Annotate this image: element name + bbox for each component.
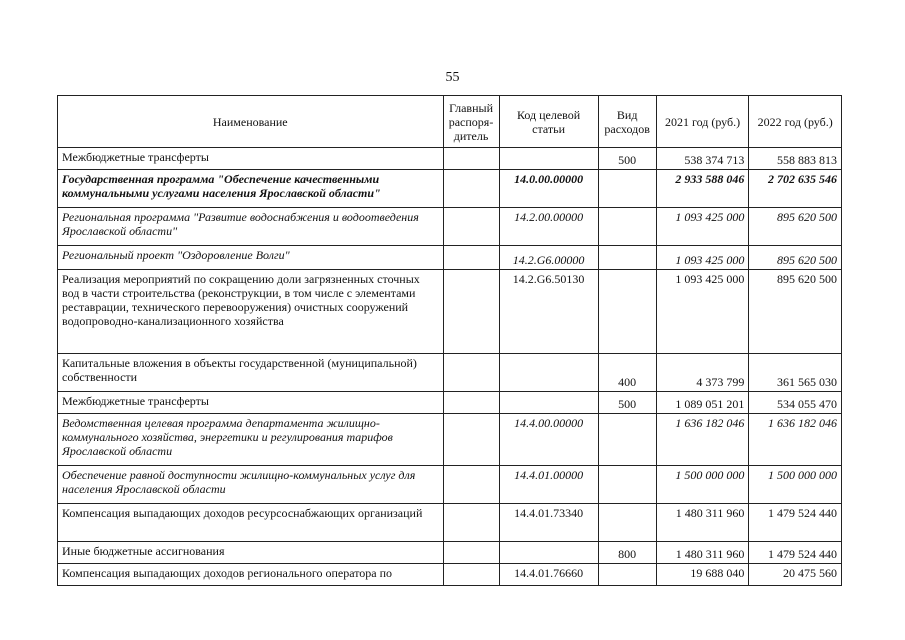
row-2021: 4 373 799 bbox=[656, 354, 749, 392]
header-year-2022: 2022 год (руб.) bbox=[749, 96, 842, 148]
row-expense-type: 500 bbox=[598, 148, 656, 170]
row-code: 14.4.01.00000 bbox=[499, 466, 598, 504]
row-main-manager bbox=[443, 270, 499, 354]
row-code bbox=[499, 542, 598, 564]
row-code bbox=[499, 392, 598, 414]
table-row bbox=[58, 414, 842, 466]
table-row bbox=[58, 208, 842, 246]
row-name: Межбюджетные трансферты bbox=[58, 148, 444, 170]
row-code: 14.2.G6.50130 bbox=[499, 270, 598, 354]
header-main-manager: Главный распоря-дитель bbox=[443, 96, 499, 148]
table-row bbox=[58, 392, 842, 414]
row-name: Обеспечение равной доступности жилищно-коммунальных услуг для населения Ярославской области bbox=[58, 466, 444, 504]
row-2022: 1 479 524 440 bbox=[749, 504, 842, 542]
row-expense-type bbox=[598, 246, 656, 270]
row-code: 14.2.00.00000 bbox=[499, 208, 598, 246]
row-name: Реализация мероприятий по сокращению доли загрязненных сточных вод в части строительства (реконструкции, в том числе с элементами реставрации, технического перевооружения) очистных сооружений водопроводно-канализационного хозяйства bbox=[58, 270, 444, 354]
row-expense-type: 400 bbox=[598, 354, 656, 392]
row-name: Компенсация выпадающих доходов ресурсоснабжающих организаций bbox=[58, 504, 444, 542]
row-2022: 361 565 030 bbox=[749, 354, 842, 392]
row-2021: 1 636 182 046 bbox=[656, 414, 749, 466]
row-2022: 20 475 560 bbox=[749, 564, 842, 586]
row-expense-type bbox=[598, 466, 656, 504]
row-code: 14.4.01.73340 bbox=[499, 504, 598, 542]
table-row bbox=[58, 354, 842, 392]
table-header-row bbox=[58, 96, 842, 148]
row-main-manager bbox=[443, 392, 499, 414]
row-2021: 1 500 000 000 bbox=[656, 466, 749, 504]
row-2022: 1 479 524 440 bbox=[749, 542, 842, 564]
row-main-manager bbox=[443, 414, 499, 466]
header-name: Наименование bbox=[58, 96, 444, 148]
row-name: Межбюджетные трансферты bbox=[58, 392, 444, 414]
row-2021: 538 374 713 bbox=[656, 148, 749, 170]
row-2022: 2 702 635 546 bbox=[749, 170, 842, 208]
row-2021: 1 480 311 960 bbox=[656, 504, 749, 542]
row-name: Региональная программа "Развитие водоснабжения и водоотведения Ярославской области" bbox=[58, 208, 444, 246]
header-year-2021: 2021 год (руб.) bbox=[656, 96, 749, 148]
row-2022: 1 636 182 046 bbox=[749, 414, 842, 466]
table-row bbox=[58, 246, 842, 270]
row-main-manager bbox=[443, 148, 499, 170]
row-expense-type bbox=[598, 564, 656, 586]
row-expense-type bbox=[598, 270, 656, 354]
row-name: Государственная программа "Обеспечение качественными коммунальными услугами населения Ярославской области" bbox=[58, 170, 444, 208]
row-code bbox=[499, 148, 598, 170]
row-expense-type: 500 bbox=[598, 392, 656, 414]
row-expense-type: 800 bbox=[598, 542, 656, 564]
row-main-manager bbox=[443, 246, 499, 270]
row-2021: 1 089 051 201 bbox=[656, 392, 749, 414]
table-row bbox=[58, 466, 842, 504]
row-code: 14.0.00.00000 bbox=[499, 170, 598, 208]
row-name: Компенсация выпадающих доходов регионального оператора по bbox=[58, 564, 444, 586]
row-main-manager bbox=[443, 564, 499, 586]
row-2021: 1 480 311 960 bbox=[656, 542, 749, 564]
row-main-manager bbox=[443, 542, 499, 564]
row-2022: 1 500 000 000 bbox=[749, 466, 842, 504]
row-2022: 895 620 500 bbox=[749, 208, 842, 246]
header-expense-type: Вид расходов bbox=[598, 96, 656, 148]
row-code: 14.4.00.00000 bbox=[499, 414, 598, 466]
row-2022: 895 620 500 bbox=[749, 270, 842, 354]
row-2021: 19 688 040 bbox=[656, 564, 749, 586]
row-expense-type bbox=[598, 504, 656, 542]
row-code bbox=[499, 354, 598, 392]
row-expense-type bbox=[598, 414, 656, 466]
row-2022: 895 620 500 bbox=[749, 246, 842, 270]
row-expense-type bbox=[598, 208, 656, 246]
row-name: Ведомственная целевая программа департамента жилищно-коммунального хозяйства, энергетики и регулирования тарифов Ярославской области bbox=[58, 414, 444, 466]
table-row bbox=[58, 270, 842, 354]
row-expense-type bbox=[598, 170, 656, 208]
header-target-code: Код целевой статьи bbox=[499, 96, 598, 148]
row-main-manager bbox=[443, 354, 499, 392]
row-2021: 1 093 425 000 bbox=[656, 208, 749, 246]
table-row bbox=[58, 504, 842, 542]
row-main-manager bbox=[443, 504, 499, 542]
row-name: Капитальные вложения в объекты государственной (муниципальной) собственности bbox=[58, 354, 444, 392]
row-2021: 2 933 588 046 bbox=[656, 170, 749, 208]
row-2021: 1 093 425 000 bbox=[656, 246, 749, 270]
row-2021: 1 093 425 000 bbox=[656, 270, 749, 354]
row-name: Региональный проект "Оздоровление Волги" bbox=[58, 246, 444, 270]
row-main-manager bbox=[443, 170, 499, 208]
table-row bbox=[58, 148, 842, 170]
row-code: 14.4.01.76660 bbox=[499, 564, 598, 586]
budget-table bbox=[57, 95, 842, 586]
page-number: 55 bbox=[445, 70, 460, 85]
row-main-manager bbox=[443, 466, 499, 504]
table-row bbox=[58, 542, 842, 564]
row-2022: 534 055 470 bbox=[749, 392, 842, 414]
row-code: 14.2.G6.00000 bbox=[499, 246, 598, 270]
row-name: Иные бюджетные ассигнования bbox=[58, 542, 444, 564]
table-row bbox=[58, 170, 842, 208]
row-2022: 558 883 813 bbox=[749, 148, 842, 170]
table-row bbox=[58, 564, 842, 586]
row-main-manager bbox=[443, 208, 499, 246]
